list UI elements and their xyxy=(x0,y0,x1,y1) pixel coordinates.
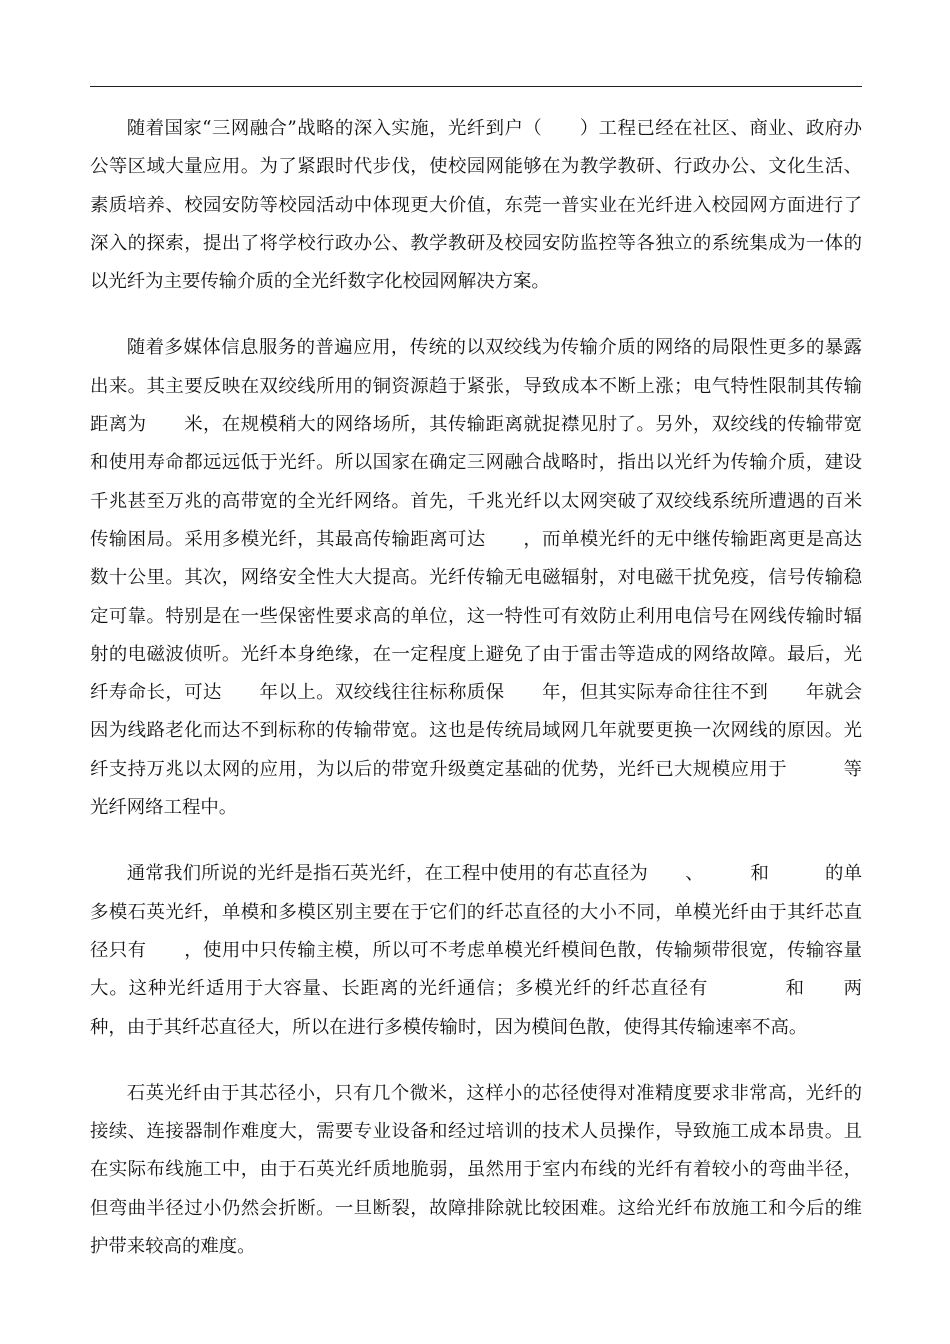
paragraph-quartz-fiber-types: 通常我们所说的光纤是指石英光纤，在工程中使用的有芯直径为 、 和 的单多模石英光纤，单模和多模区别主要在于它们的纤芯直径的大小不同，单模光纤由于其纤芯直径只有 ，使用中只传输主模，所以可不考虑单模光纤模间色散，传输频带很宽，传输容量大。这种光纤适用于大容量、长距离的光纤通信；多模光纤的纤芯直径有 和 两种，由于其纤芯直径大，所以在进行多模传输时，因为模间色散，使得其传输速率不高。 xyxy=(90,863,862,1038)
header-rule xyxy=(90,86,862,87)
document-body xyxy=(90,110,862,1294)
paragraph-ftth-intro: 随着国家“三网融合”战略的深入实施，光纤到户（ ）工程已经在社区、商业、政府办公等区域大量应用。为了紧跟时代步伐，使校园网能够在为教学教研、行政办公、文化生活、素质培养、校园安防等校园活动中体现更大价值，东莞一普实业在光纤进入校园网方面进行了深入的探索，提出了将学校行政办公、教学教研及校园安防监控等各独立的系统集成为一体的以光纤为主要传输介质的全光纤数字化校园网解决方案。 xyxy=(90,118,862,293)
paragraph-quartz-fiber-drawbacks: 石英光纤由于其芯径小，只有几个微米，这样小的芯径使得对准精度要求非常高，光纤的接续、连接器制作难度大，需要专业设备和经过培训的技术人员操作，导致施工成本昂贵。且在实际布线施工中，由于石英光纤质地脆弱，虽然用于室内布线的光纤有着较小的弯曲半径，但弯曲半径过小仍然会折断。一旦断裂，故障排除就比较困难。这给光纤布放施工和今后的维护带来较高的难度。 xyxy=(90,1082,862,1258)
paragraph-twisted-pair-limits: 随着多媒体信息服务的普遍应用，传统的以双绞线为传输介质的网络的局限性更多的暴露出来。其主要反映在双绞线所用的铜资源趋于紧张，导致成本不断上涨；电气特性限制其传输距离为 米，在规模稍大的网络场所，其传输距离就捉襟见肘了。另外，双绞线的传输带宽和使用寿命都远远低于光纤。所以国家在确定三网融合战略时，指出以光纤为传输介质，建设千兆甚至万兆的高带宽的全光纤网络。首先，千兆光纤以太网突破了双绞线系统所遭遇的百米传输困局。采用多模光纤，其最高传输距离可达 ，而单模光纤的无中继传输距离更是高达数十公里。其次，网络安全性大大提高。光纤传输无电磁辐射，对电磁干扰免疫，信号传输稳定可靠。特别是在一些保密性要求高的单位，这一特性可有效防止利用电信号在网线传输时辐射的电磁波侦听。光纤本身绝缘，在一定程度上避免了由于雷击等造成的网络故障。最后，光纤寿命长，可达 年以上。双绞线往往标称质保 年，但其实际寿命往往不到 年就会因为线路老化而达不到标称的传输带宽。这也是传统局域网几年就要更换一次网线的原因。光纤支持万兆以太网的应用，为以后的带宽升级奠定基础的优势，光纤已大规模应用于 等光纤网络工程中。 xyxy=(90,337,862,819)
